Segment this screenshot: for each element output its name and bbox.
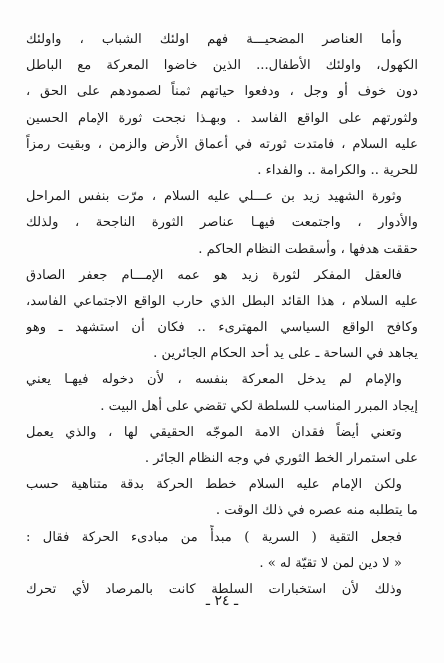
text-line: يجاهد في الساحة ـ على يد أحد الحكام الجائرين . xyxy=(153,346,418,362)
text-line: حققت هدفها ، وأسقطت النظام الحاكم . xyxy=(198,241,418,257)
text-line: عليه السلام ، هذا القائد البطل الذي حارب الواقع الاجتماعي الفاسد، xyxy=(26,293,418,309)
text-line: للحرية .. والكرامة .. والفداء . xyxy=(257,162,418,178)
text-line: ما يتطلبه منه عصره في ذلك الوقت . xyxy=(215,503,418,519)
text-line: الكهول، واولئك الأطفال... الذين خاضوا المعركة مع الباطل xyxy=(26,58,418,74)
text-line: فجعل التقية ( السرية ) مبدأً من مبادىء الحركة فقال : xyxy=(26,529,402,545)
text-line: فالعقل المفكر لثورة زيد هو عمه الإمـــام جعفر الصادق xyxy=(26,267,402,283)
text-line: على استمرار الخط الثوري في وجه النظام الجائر . xyxy=(144,451,418,466)
text-line: وأما العناصر المضحيـــة فهم اولئك الشباب ، واولئك xyxy=(26,32,402,47)
text-line: وذلك لأن استخبارات السلطة كانت بالمرصاد لأي تحرك xyxy=(26,581,402,597)
text-line: « لا دين لمن لا تقيّة له » . xyxy=(259,555,402,571)
text-line: إيجاد المبرر المناسب للسلطة لكي تقضي على أهل البيت . xyxy=(100,398,418,414)
text-line: والأدوار ، واجتمعت فيهـا عناصر الثورة الناجحة ، ولذلك xyxy=(26,215,418,231)
body-text xyxy=(26,27,418,603)
text-line: والإمام لم يدخل المعركة بنفسه ، لأن دخوله فيهـا يعني xyxy=(26,372,402,388)
text-line: وتعني أيضاً فقدان الامة الموجّه الحقيقي لها ، والذي يعمل xyxy=(26,424,402,440)
text-line: ولكن الإمام عليه السلام خطط الحركة بدقة متناهية حسب xyxy=(26,477,402,493)
text-line: وثورة الشهيد زيد بن عـــلي عليه السلام ، مرّت بنفس المراحل xyxy=(26,189,402,205)
page-number: ـ ٢٤ ـ xyxy=(205,593,239,609)
text-line: عليه السلام ، فامتدت ثورته في أعماق الأرض والزمن ، وبقيت رمزاً xyxy=(26,136,418,152)
text-line: ولثورتهم على الواقع الفاسد . وبهـذا نجحت ثورة الإمام الحسين xyxy=(26,110,418,126)
text-line: دون خوف أو وجل ، ودفعوا حياتهم ثمناً لصمودهم على الحق ، xyxy=(26,84,418,100)
text-line: وكافح الواقع السياسي المهترىء .. فكان أن استشهد ـ وهو xyxy=(26,320,418,336)
